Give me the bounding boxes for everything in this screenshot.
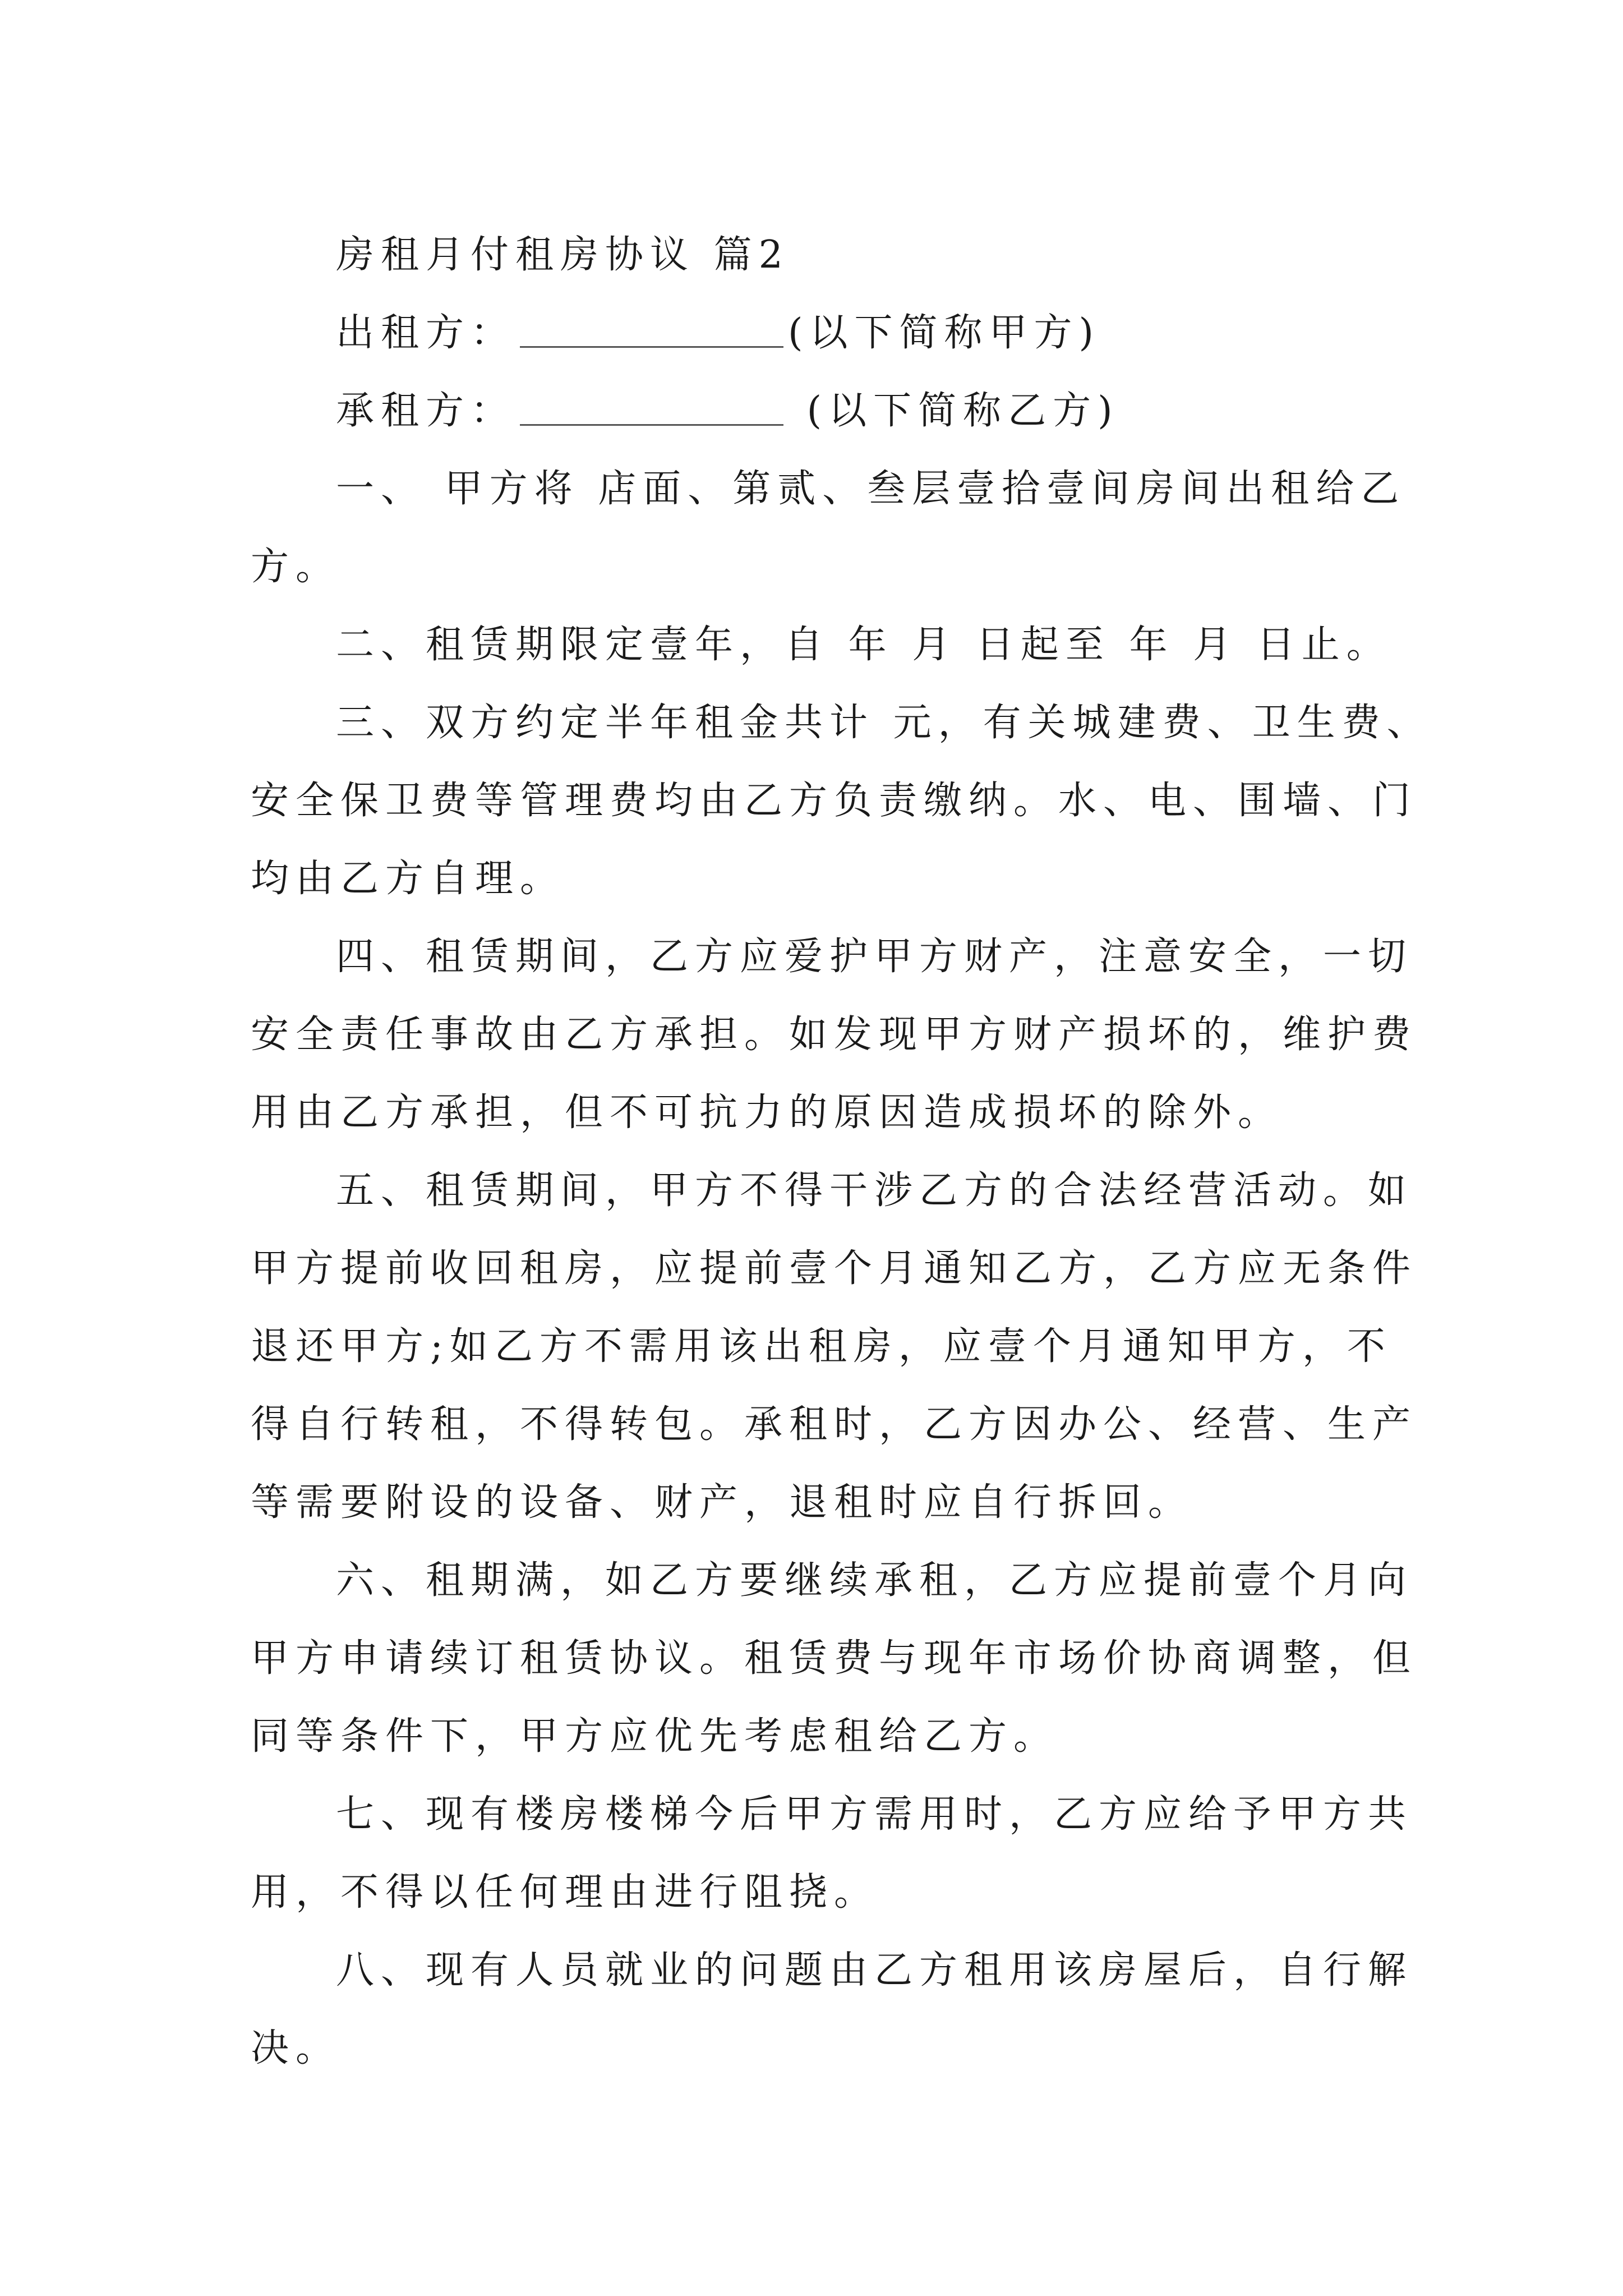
lessee-blank[interactable] [520, 390, 783, 426]
clause-2-line-1: 二、租赁期限定壹年，自 年 月 日起至 年 月 日止。 [336, 623, 1391, 667]
clause-5-line-1: 五、租赁期间，甲方不得干涉乙方的合法经营活动。如 [336, 1168, 1413, 1213]
lessee-suffix: (以下简称乙方) [788, 389, 1119, 433]
clause-6-line-2: 甲方申请续订租赁协议。租赁费与现年市场价协商调整，但 [251, 1636, 1418, 1681]
clause-7-line-2: 用，不得以任何理由进行阻挠。 [251, 1870, 879, 1915]
lessor-line [251, 294, 1400, 372]
clause-8-line-2: 决。 [251, 2026, 341, 2070]
lessor-label: 出租方： [336, 311, 516, 355]
lessee-line [251, 372, 1400, 450]
clause-3-line-1: 三、双方约定半年租金共计 元，有关城建费、卫生费、 [336, 701, 1432, 745]
clause-4-line-1: 四、租赁期间，乙方应爱护甲方财产，注意安全，一切 [336, 935, 1413, 979]
document-body [251, 216, 1432, 2087]
clause-7-line-1: 七、现有楼房楼梯今后甲方需用时，乙方应给予甲方共 [336, 1792, 1413, 1837]
clause-4-line-3: 用由乙方承担，但不可抗力的原因造成损坏的除外。 [251, 1091, 1283, 1135]
lessor-blank[interactable] [520, 312, 783, 348]
clause-5-line-2: 甲方提前收回租房，应提前壹个月通知乙方，乙方应无条件 [251, 1246, 1418, 1291]
clause-3-line-3: 均由乙方自理。 [251, 857, 565, 901]
clause-6-line-3: 同等条件下，甲方应优先考虑租给乙方。 [251, 1714, 1059, 1759]
clause-1-line-1: 一、 甲方将 店面、第贰、叁层壹拾壹间房间出租给乙 [336, 467, 1406, 511]
clause-5-line-3: 退还甲方;如乙方不需用该出租房，应壹个月通知甲方，不 [251, 1324, 1392, 1369]
clause-5-line-5: 等需要附设的设备、财产，退租时应自行拆回。 [251, 1480, 1193, 1525]
clause-3-line-2: 安全保卫费等管理费均由乙方负责缴纳。水、电、围墙、门 [251, 779, 1418, 823]
clause-8-line-1: 八、现有人员就业的问题由乙方租用该房屋后，自行解 [336, 1948, 1413, 1993]
document-title: 房租月付租房协议 篇2 [336, 233, 790, 277]
clause-6-line-1: 六、租期满，如乙方要继续承租，乙方应提前壹个月向 [336, 1558, 1413, 1603]
lessor-suffix: (以下简称甲方) [788, 311, 1101, 355]
lessee-label: 承租方： [336, 389, 516, 433]
clause-5-line-4: 得自行转租，不得转包。承租时，乙方因办公、经营、生产 [251, 1402, 1418, 1447]
clause-4-line-2: 安全责任事故由乙方承担。如发现甲方财产损坏的，维护费 [251, 1013, 1418, 1057]
clause-1-line-2: 方。 [251, 545, 341, 589]
